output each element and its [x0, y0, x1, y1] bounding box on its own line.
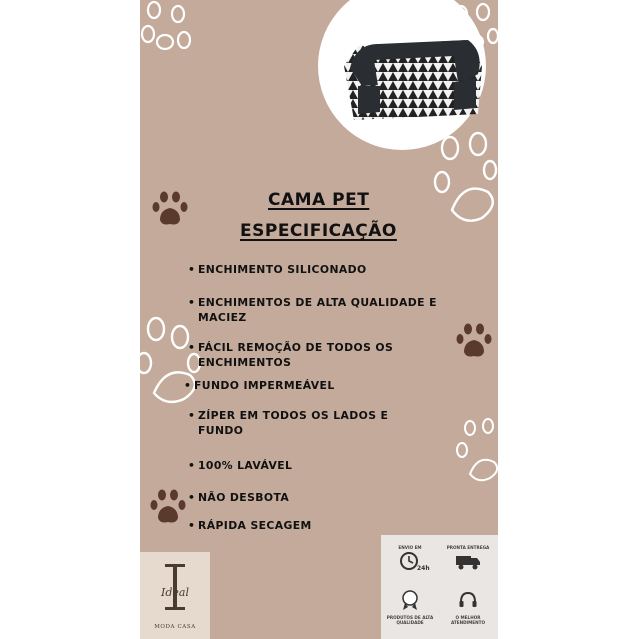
badge-quality	[381, 589, 439, 625]
badge-label: ENVIO EM	[398, 545, 422, 550]
spec-text: FÁCIL REMOÇÃO DE TODOS OS ENCHIMENTOS	[198, 341, 394, 369]
list-item: • ENCHIMENTO SILICONADO	[188, 263, 367, 276]
badge-label: PRONTA ENTREGA	[446, 545, 490, 550]
list-item: • ENCHIMENTOS DE ALTA QUALIDADE E MACIEZ	[188, 296, 437, 324]
paw-filled-icon	[150, 190, 190, 230]
spec-text: RÁPIDA SECAGEM	[198, 519, 312, 532]
paw-outline-icon	[140, 0, 200, 60]
specification-heading: ESPECIFICAÇÃO	[240, 221, 397, 241]
truck-icon	[454, 550, 482, 572]
headset-icon	[457, 589, 479, 611]
brand-logo	[140, 552, 210, 639]
brand-tagline: MODA CASA	[154, 624, 196, 630]
list-item: • 100% LAVÁVEL	[188, 459, 293, 472]
list-item: • FÁCIL REMOÇÃO DE TODOS OS ENCHIMENTOS	[188, 341, 394, 369]
badge-label: O MELHOR ATENDIMENTO	[450, 615, 486, 625]
badge-service	[439, 589, 497, 625]
badge-shipping	[381, 545, 439, 576]
spec-text: NÃO DESBOTA	[198, 491, 290, 504]
list-item: • RÁPIDA SECAGEM	[188, 519, 312, 532]
clock-24h-icon	[398, 550, 430, 572]
spec-text: ENCHIMENTOS DE ALTA QUALIDADE E MACIEZ	[198, 296, 437, 324]
badge-ready-delivery	[439, 545, 497, 576]
spec-text: 100% LAVÁVEL	[198, 459, 293, 472]
brand-monogram-icon	[140, 552, 210, 622]
product-title: CAMA PET	[268, 190, 370, 210]
pet-bed-image	[318, 0, 486, 150]
spec-text: ZÍPER EM TODOS OS LADOS E FUNDO	[198, 409, 389, 437]
product-panel	[140, 0, 498, 639]
spec-text: ENCHIMENTO SILICONADO	[198, 263, 367, 276]
brand-script: Ideal	[161, 586, 189, 599]
paw-filled-icon	[148, 488, 188, 528]
list-item: • FUNDO IMPERMEÁVEL	[184, 379, 335, 392]
list-item: • NÃO DESBOTA	[188, 491, 290, 504]
paw-filled-icon	[454, 322, 494, 362]
list-item: • ZÍPER EM TODOS OS LADOS E FUNDO	[188, 409, 389, 437]
badge-sub: 24h	[417, 565, 430, 572]
badge-label: PRODUTOS DE ALTA QUALIDADE	[386, 615, 434, 625]
quality-medal-icon	[399, 589, 421, 611]
service-badges	[381, 535, 498, 639]
paw-outline-icon	[454, 418, 502, 482]
product-photo	[318, 0, 486, 150]
spec-text: FUNDO IMPERMEÁVEL	[194, 379, 335, 392]
